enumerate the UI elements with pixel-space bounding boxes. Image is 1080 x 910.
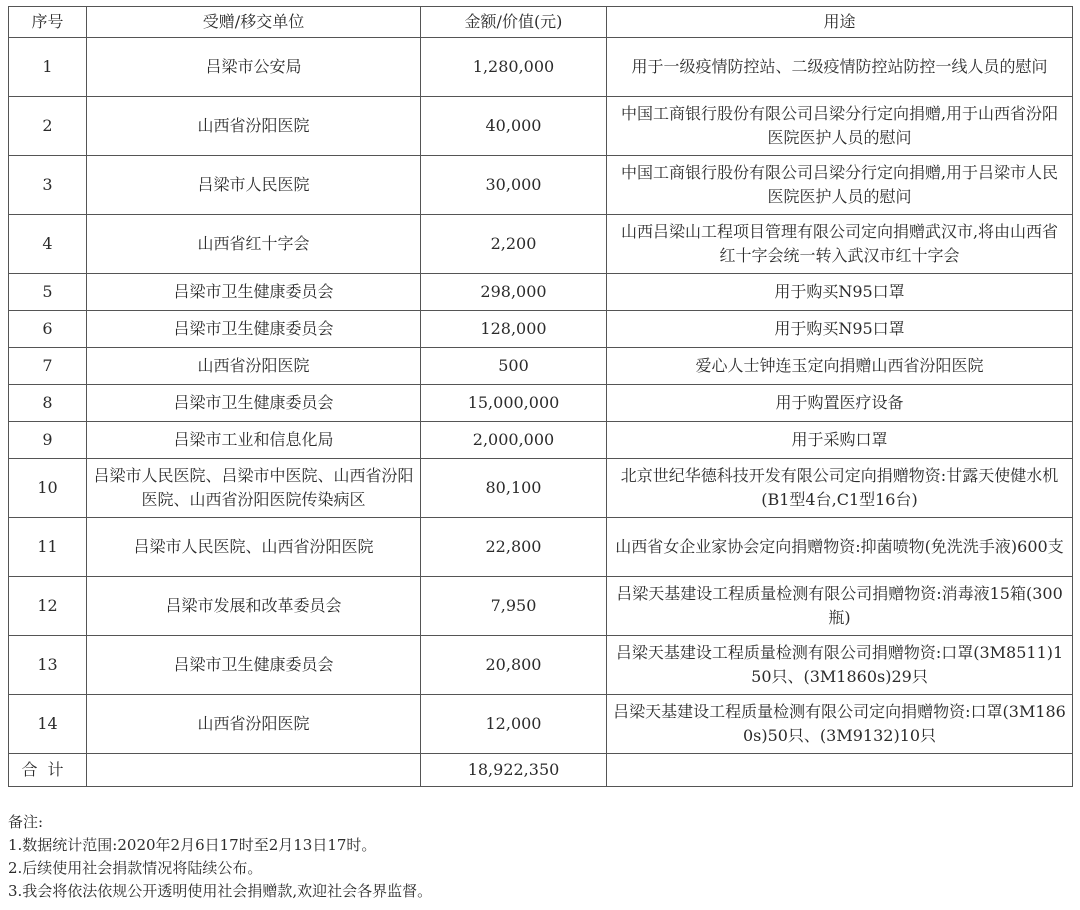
table-row bbox=[9, 97, 1073, 156]
header-unit: 受赠/移交单位 bbox=[87, 7, 421, 38]
cell-use: 中国工商银行股份有限公司吕梁分行定向捐赠,用于山西省汾阳医院医护人员的慰问 bbox=[607, 97, 1073, 156]
cell-unit: 吕梁市发展和改革委员会 bbox=[87, 577, 421, 636]
cell-amount: 80,100 bbox=[421, 459, 607, 518]
cell-use: 中国工商银行股份有限公司吕梁分行定向捐赠,用于吕梁市人民医院医护人员的慰问 bbox=[607, 156, 1073, 215]
cell-amount: 7,950 bbox=[421, 577, 607, 636]
cell-amount: 298,000 bbox=[421, 274, 607, 311]
cell-amount: 500 bbox=[421, 348, 607, 385]
table-row bbox=[9, 422, 1073, 459]
cell-no: 2 bbox=[9, 97, 87, 156]
cell-amount: 15,000,000 bbox=[421, 385, 607, 422]
cell-use: 用于购买N95口罩 bbox=[607, 311, 1073, 348]
table-row bbox=[9, 38, 1073, 97]
total-label: 合计 bbox=[9, 754, 87, 787]
cell-unit: 山西省汾阳医院 bbox=[87, 348, 421, 385]
cell-no: 3 bbox=[9, 156, 87, 215]
table-row bbox=[9, 274, 1073, 311]
cell-no: 14 bbox=[9, 695, 87, 754]
cell-amount: 128,000 bbox=[421, 311, 607, 348]
header-no: 序号 bbox=[9, 7, 87, 38]
cell-unit: 吕梁市卫生健康委员会 bbox=[87, 636, 421, 695]
cell-no: 4 bbox=[9, 215, 87, 274]
cell-unit: 山西省汾阳医院 bbox=[87, 695, 421, 754]
cell-use: 北京世纪华德科技开发有限公司定向捐赠物资:甘露天使健水机(B1型4台,C1型16台) bbox=[607, 459, 1073, 518]
cell-use: 用于购买N95口罩 bbox=[607, 274, 1073, 311]
table-row bbox=[9, 215, 1073, 274]
table-row bbox=[9, 311, 1073, 348]
notes-section bbox=[8, 811, 1072, 903]
total-amount: 18,922,350 bbox=[421, 754, 607, 787]
cell-no: 13 bbox=[9, 636, 87, 695]
cell-amount: 20,800 bbox=[421, 636, 607, 695]
cell-unit: 山西省红十字会 bbox=[87, 215, 421, 274]
table-header-row bbox=[9, 7, 1073, 38]
cell-use: 爱心人士钟连玉定向捐赠山西省汾阳医院 bbox=[607, 348, 1073, 385]
cell-no: 9 bbox=[9, 422, 87, 459]
cell-amount: 1,280,000 bbox=[421, 38, 607, 97]
cell-use: 用于采购口罩 bbox=[607, 422, 1073, 459]
header-amount: 金额/价值(元) bbox=[421, 7, 607, 38]
cell-amount: 40,000 bbox=[421, 97, 607, 156]
cell-no: 6 bbox=[9, 311, 87, 348]
total-empty-cell bbox=[607, 754, 1073, 787]
table-row bbox=[9, 695, 1073, 754]
note-item: 2.后续使用社会捐款情况将陆续公布。 bbox=[8, 859, 263, 877]
cell-no: 12 bbox=[9, 577, 87, 636]
cell-amount: 2,000,000 bbox=[421, 422, 607, 459]
cell-no: 1 bbox=[9, 38, 87, 97]
cell-use: 吕梁天基建设工程质量检测有限公司定向捐赠物资:口罩(3M1860s)50只、(3M9132)10只 bbox=[607, 695, 1073, 754]
cell-unit: 吕梁市人民医院、吕梁市中医院、山西省汾阳医院、山西省汾阳医院传染病区 bbox=[87, 459, 421, 518]
total-row bbox=[9, 754, 1073, 787]
table-row bbox=[9, 156, 1073, 215]
cell-unit: 吕梁市工业和信息化局 bbox=[87, 422, 421, 459]
cell-use: 用于一级疫情防控站、二级疫情防控站防控一线人员的慰问 bbox=[607, 38, 1073, 97]
cell-unit: 吕梁市人民医院 bbox=[87, 156, 421, 215]
cell-unit: 山西省汾阳医院 bbox=[87, 97, 421, 156]
cell-unit: 吕梁市卫生健康委员会 bbox=[87, 311, 421, 348]
cell-use: 吕梁天基建设工程质量检测有限公司捐赠物资:消毒液15箱(300瓶) bbox=[607, 577, 1073, 636]
cell-no: 10 bbox=[9, 459, 87, 518]
table-row bbox=[9, 459, 1073, 518]
note-item: 3.我会将依法依规公开透明使用社会捐赠款,欢迎社会各界监督。 bbox=[8, 882, 433, 900]
cell-use: 用于购置医疗设备 bbox=[607, 385, 1073, 422]
table-row bbox=[9, 348, 1073, 385]
cell-unit: 吕梁市公安局 bbox=[87, 38, 421, 97]
cell-use: 山西吕梁山工程项目管理有限公司定向捐赠武汉市,将由山西省红十字会统一转入武汉市红十字会 bbox=[607, 215, 1073, 274]
note-item: 1.数据统计范围:2020年2月6日17时至2月13日17时。 bbox=[8, 836, 377, 854]
cell-unit: 吕梁市卫生健康委员会 bbox=[87, 274, 421, 311]
cell-unit: 吕梁市卫生健康委员会 bbox=[87, 385, 421, 422]
cell-use: 山西省女企业家协会定向捐赠物资:抑菌喷物(免洗洗手液)600支 bbox=[607, 518, 1073, 577]
table-row bbox=[9, 636, 1073, 695]
cell-amount: 22,800 bbox=[421, 518, 607, 577]
table-row bbox=[9, 518, 1073, 577]
cell-no: 7 bbox=[9, 348, 87, 385]
cell-no: 8 bbox=[9, 385, 87, 422]
cell-use: 吕梁天基建设工程质量检测有限公司捐赠物资:口罩(3M8511)150只、(3M1860s)29只 bbox=[607, 636, 1073, 695]
total-empty-cell bbox=[87, 754, 421, 787]
table-row bbox=[9, 385, 1073, 422]
cell-no: 11 bbox=[9, 518, 87, 577]
cell-amount: 2,200 bbox=[421, 215, 607, 274]
cell-amount: 30,000 bbox=[421, 156, 607, 215]
cell-no: 5 bbox=[9, 274, 87, 311]
notes-title: 备注: bbox=[8, 813, 44, 831]
cell-unit: 吕梁市人民医院、山西省汾阳医院 bbox=[87, 518, 421, 577]
header-use: 用途 bbox=[607, 7, 1073, 38]
donation-table bbox=[8, 6, 1073, 787]
cell-amount: 12,000 bbox=[421, 695, 607, 754]
table-row bbox=[9, 577, 1073, 636]
